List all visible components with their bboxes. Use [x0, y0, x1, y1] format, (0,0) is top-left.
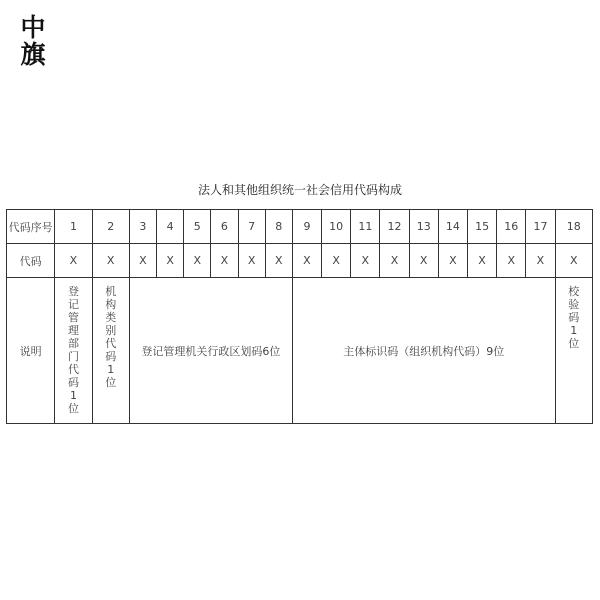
code-cell: X — [351, 244, 380, 278]
position-cell: 18 — [555, 210, 592, 244]
code-cell: X — [555, 244, 592, 278]
code-cell: X — [497, 244, 526, 278]
position-cell: 4 — [157, 210, 184, 244]
row-label-description: 说明 — [7, 278, 55, 424]
position-cell: 6 — [211, 210, 238, 244]
position-cell: 15 — [467, 210, 496, 244]
position-cell: 12 — [380, 210, 409, 244]
region-code-desc: 登记管理机关行政区划码6位 — [129, 278, 292, 424]
code-cell: X — [55, 244, 92, 278]
position-cell: 5 — [184, 210, 211, 244]
row-label-code: 代码 — [7, 244, 55, 278]
org-type-desc: 机构类别代码1位 — [105, 285, 117, 389]
org-type-desc-cell — [92, 278, 129, 424]
registration-dept-desc: 登记管理部门代码1位 — [67, 285, 79, 415]
description-row — [7, 278, 593, 424]
row-label-sequence: 代码序号 — [7, 210, 55, 244]
logo-char-1: 中 — [20, 13, 46, 42]
position-cell: 13 — [409, 210, 438, 244]
position-cell: 11 — [351, 210, 380, 244]
logo — [18, 14, 48, 68]
code-cell: X — [157, 244, 184, 278]
position-cell: 2 — [92, 210, 129, 244]
position-cell: 7 — [238, 210, 265, 244]
position-cell: 8 — [265, 210, 292, 244]
code-cell: X — [92, 244, 129, 278]
position-cell: 17 — [526, 210, 555, 244]
check-digit-desc: 校验码1位 — [568, 285, 580, 350]
position-cell: 3 — [129, 210, 156, 244]
code-cell: X — [409, 244, 438, 278]
code-cell: X — [292, 244, 321, 278]
position-cell: 9 — [292, 210, 321, 244]
code-cell: X — [438, 244, 467, 278]
position-cell: 14 — [438, 210, 467, 244]
position-cell: 16 — [497, 210, 526, 244]
credit-code-table — [6, 209, 593, 424]
code-cell: X — [526, 244, 555, 278]
subject-id-desc: 主体标识码（组织机构代码）9位 — [292, 278, 555, 424]
code-cell: X — [322, 244, 351, 278]
registration-dept-desc-cell — [55, 278, 92, 424]
code-cell: X — [238, 244, 265, 278]
position-cell: 1 — [55, 210, 92, 244]
code-cell: X — [380, 244, 409, 278]
code-cell: X — [211, 244, 238, 278]
logo-char-2: 旗 — [20, 40, 46, 69]
code-cell: X — [129, 244, 156, 278]
position-cell: 10 — [322, 210, 351, 244]
table-title: 法人和其他组织统一社会信用代码构成 — [197, 183, 402, 197]
check-digit-desc-cell — [555, 278, 592, 424]
code-cell: X — [184, 244, 211, 278]
code-cell: X — [467, 244, 496, 278]
code-row — [7, 244, 593, 278]
code-cell: X — [265, 244, 292, 278]
sequence-row — [7, 210, 593, 244]
